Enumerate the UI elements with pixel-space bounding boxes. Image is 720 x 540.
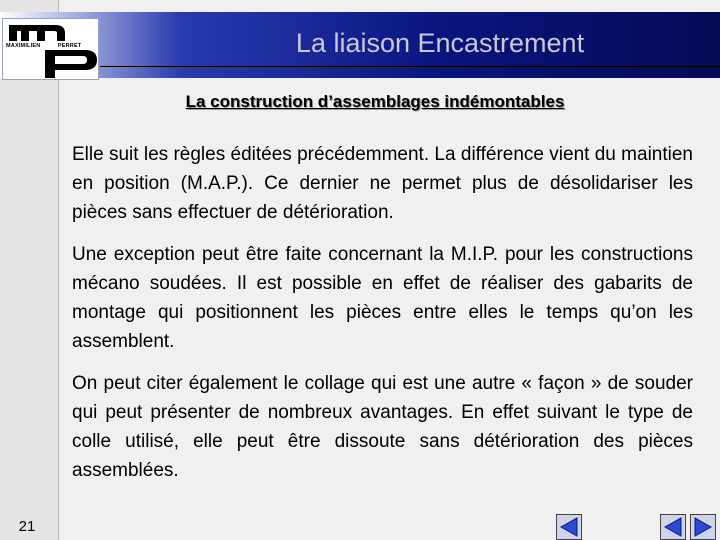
next-slide-button[interactable] <box>690 514 716 540</box>
previous-slide-icon <box>557 515 581 539</box>
logo-name-right: PERRET <box>57 43 82 49</box>
paragraph-1: Elle suit les règles éditées précédemment. La différence vient du maintien en position (M.A.P.). Ce dernier ne permet plus de désolidariser les pièces sans effectuer de détérioration. <box>72 144 693 223</box>
school-logo <box>2 18 99 80</box>
paragraph-2: Une exception peut être faite concernant la M.I.P. pour les constructions mécano soudées. Il est possible en effet de réaliser des gabarits de montage qui positionnent les pièces entre elles le temps qu’on les assemblent. <box>72 244 693 352</box>
logo-p-letter <box>43 50 99 78</box>
logo-m-letter <box>7 21 95 43</box>
first-slide-icon <box>661 515 685 539</box>
left-sidebar <box>0 0 59 540</box>
logo-name-left: MAXIMILIEN <box>6 43 41 49</box>
logo-caption <box>6 43 96 49</box>
page-number: 21 <box>18 518 36 535</box>
paragraph-3: On peut citer également le collage qui est une autre « façon » de souder qui peut présenter de nombreux avantages. En effet suivant le type de colle utilisé, elle peut être dissoute sans détérioration des pièces assemblées. <box>72 373 693 481</box>
slide-title: La liaison Encastrement <box>295 28 585 58</box>
first-slide-button[interactable] <box>660 514 686 540</box>
title-underline <box>100 66 720 67</box>
section-subtitle: La construction d’assemblages indémontables <box>185 92 565 111</box>
next-slide-icon <box>691 515 715 539</box>
previous-slide-button[interactable] <box>556 514 582 540</box>
